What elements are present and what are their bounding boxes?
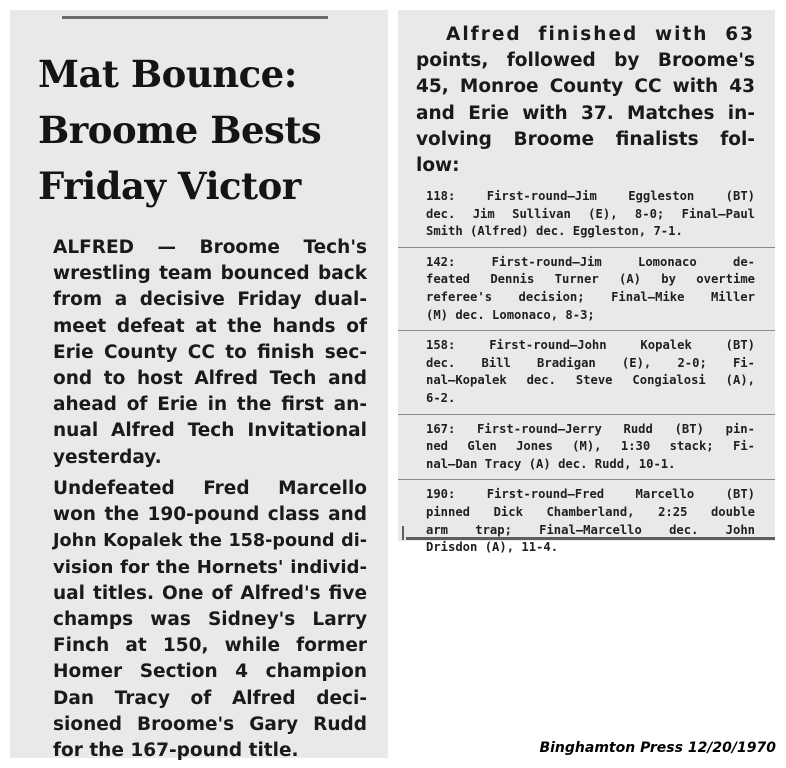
- headline-line: Friday Victor: [38, 164, 301, 208]
- result-entry-118: [398, 182, 775, 248]
- text-line: wrestling team bounced back: [53, 263, 367, 285]
- text-line: nual Alfred Tech Invitational: [53, 420, 367, 442]
- text-line: Erie County CC to finish sec-: [53, 341, 367, 363]
- text-line: ALFRED — Broome Tech's: [53, 237, 367, 258]
- text-line: John Kopalek the 158-pound di-: [53, 531, 367, 552]
- right-clipping: [398, 10, 775, 555]
- text-line: low:: [416, 154, 460, 176]
- headline-line: Broome Bests: [38, 108, 322, 152]
- text-line: 45, Monroe County CC with 43: [416, 76, 755, 98]
- column-rule-tick: [402, 526, 404, 540]
- text-line: for the 167-pound title.: [53, 739, 299, 761]
- result-line: ned Glen Jones (M), 1:30 stack; Fi-: [426, 439, 755, 454]
- source-caption: Binghamton Press 12/20/1970: [539, 740, 776, 756]
- result-line: nal—Kopalek dec. Steve Congialosi (A),: [426, 373, 755, 388]
- paragraph-standings: [398, 22, 775, 179]
- match-results: [398, 182, 775, 565]
- text-line: Alfred finished with 63: [446, 24, 755, 45]
- text-line: points, followed by Broome's: [416, 50, 755, 72]
- result-line: Drisdon (A), 11-4.: [426, 540, 559, 555]
- paragraph-second: [10, 476, 388, 764]
- result-line: arm trap; Final—Marcello dec. John: [426, 522, 755, 537]
- result-line: Smith (Alfred) dec. Eggleston, 7-1.: [426, 224, 683, 239]
- text-line: ond to host Alfred Tech and: [53, 367, 367, 389]
- text-line: ual titles. One of Alfred's five: [53, 582, 367, 604]
- headline: [38, 46, 383, 214]
- text-line: vision for the Hornets' individ-: [53, 556, 367, 578]
- text-line: Finch at 150, while former: [53, 635, 367, 657]
- result-entry-142: [398, 248, 775, 331]
- result-entry-190: [398, 480, 775, 564]
- result-line: 190: First-round—Fred Marcello (BT): [426, 487, 755, 502]
- text-line: volving Broome finalists fol-: [416, 128, 755, 150]
- headline-line: Mat Bounce:: [38, 52, 297, 96]
- text-line: ahead of Erie in the first an-: [53, 394, 367, 416]
- text-line: yesterday.: [53, 446, 162, 468]
- text-line: Dan Tracy of Alfred deci-: [53, 687, 367, 709]
- result-line: dec. Bill Bradigan (E), 2-0; Fi-: [426, 355, 755, 370]
- result-line: pinned Dick Chamberland, 2:25 double: [426, 504, 755, 519]
- text-line: Undefeated Fred Marcello: [53, 478, 367, 499]
- text-line: Homer Section 4 champion: [53, 661, 367, 683]
- result-line: 142: First-round—Jim Lomonaco de-: [426, 254, 755, 269]
- result-line: 158: First-round—John Kopalek (BT): [426, 338, 755, 353]
- paragraph-lead: [10, 235, 388, 471]
- result-line: (M) dec. Lomonaco, 8-3;: [426, 307, 595, 322]
- text-line: and Erie with 37. Matches in-: [416, 102, 755, 124]
- result-line: 167: First-round—Jerry Rudd (BT) pin-: [426, 421, 755, 436]
- top-rule: [62, 16, 328, 19]
- result-line: feated Dennis Turner (A) by overtime: [426, 272, 755, 287]
- text-line: meet defeat at the hands of: [53, 315, 367, 337]
- result-entry-158: [398, 331, 775, 414]
- result-line: 6-2.: [426, 390, 456, 405]
- result-line: nal—Dan Tracy (A) dec. Rudd, 10-1.: [426, 456, 676, 471]
- result-line: 118: First-round—Jim Eggleston (BT): [426, 189, 755, 203]
- text-line: from a decisive Friday dual-: [53, 289, 367, 311]
- text-line: sioned Broome's Gary Rudd: [53, 713, 367, 735]
- text-line: won the 190-pound class and: [53, 504, 367, 526]
- text-line: champs was Sidney's Larry: [53, 608, 367, 630]
- result-line: referee's decision; Final—Mike Miller: [426, 289, 755, 304]
- end-rule: [406, 537, 775, 540]
- left-clipping: [10, 10, 388, 761]
- result-line: dec. Jim Sullivan (E), 8-0; Final—Paul: [426, 206, 755, 221]
- result-entry-167: [398, 415, 775, 481]
